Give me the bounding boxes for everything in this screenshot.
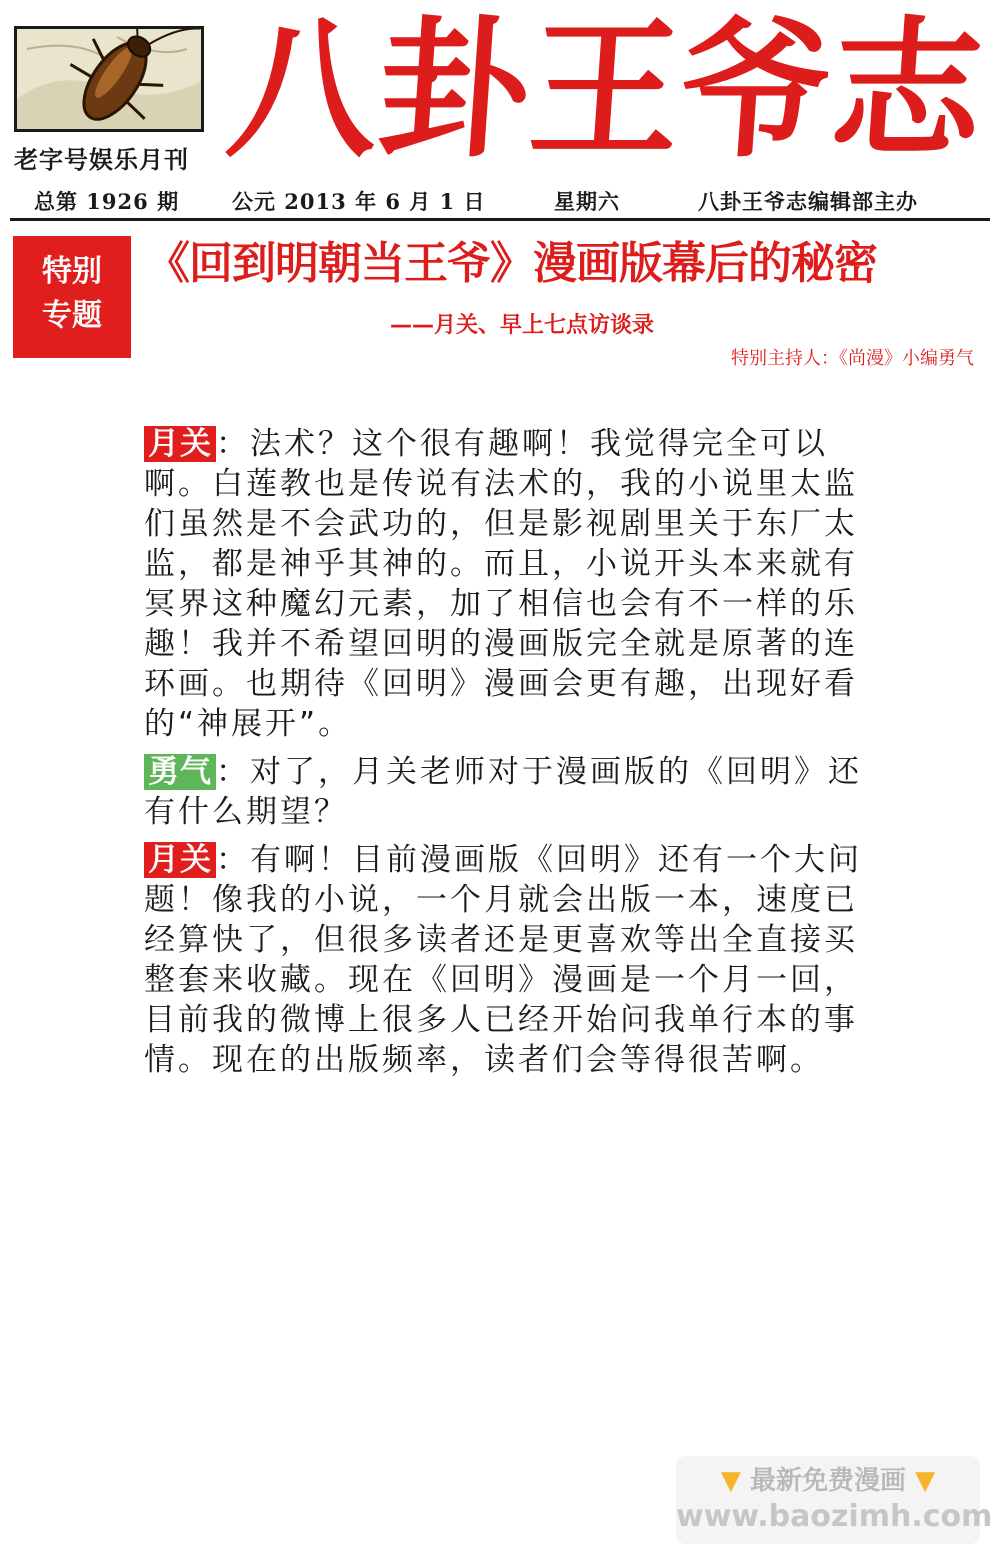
interview-text: ：有啊！目前漫画版《回明》还有一个大问题！像我的小说，一个月就会出版一本，速度已经算快了，但很多读者还是更喜欢等出全直接买整套来收藏。现在《回明》漫画是一个月一回，目前我的微博上很多人已经开始问我单行本的事情。现在的出版频率，读者们会等得很苦啊。: [144, 842, 862, 1078]
issue-date: 公元 2013 年 6 月 1 日: [232, 189, 486, 214]
interview-entry: [144, 840, 879, 1080]
interview-text: ：法术？这个很有趣啊！我觉得完全可以啊。白莲教也是传说有法术的，我的小说里太监们虽然是不会武功的，但是影视剧里关于东厂太监，都是神乎其神的。而且，小说开头本来就有冥界这种魔幻元素，加了相信也会有不一样的乐趣！我并不希望回明的漫画版完全就是原著的连环画。也期待《回明》漫画会更有趣，出现好看的“神展开”。: [144, 426, 858, 742]
watermark-line-1: [676, 1464, 980, 1498]
badge-line-1: 特别: [42, 254, 102, 289]
interview-entry: [144, 752, 879, 832]
cockroach-illustration-icon: [17, 29, 201, 129]
interview-entry: [144, 424, 879, 744]
publisher-credit: 八卦王爷志编辑部主办: [698, 189, 918, 214]
speaker-label: 勇气: [144, 754, 216, 790]
speaker-label: 月关: [144, 842, 216, 878]
badge-line-2: 专题: [42, 298, 102, 333]
masthead-title: 八卦王爷志: [221, 4, 990, 178]
issue-weekday: 星期六: [554, 189, 620, 214]
watermark-url[interactable]: www.baozimh.com: [676, 1499, 993, 1534]
pointing-down-hand-icon: ▼: [720, 1466, 741, 1496]
site-watermark[interactable]: [676, 1456, 993, 1544]
masthead-divider: [10, 218, 990, 221]
speaker-label: 月关: [144, 426, 216, 462]
interview-text: ：对了，月关老师对于漫画版的《回明》还有什么期望？: [144, 754, 862, 830]
feature-subheadline: ——月关、早上七点访谈录: [390, 313, 655, 338]
pointing-down-hand-icon: ▼: [915, 1466, 936, 1496]
special-feature-badge: [13, 236, 131, 358]
issue-number: 总第 1926 期: [34, 189, 180, 214]
masthead-logo: [14, 26, 204, 132]
issue-bar: [10, 186, 990, 216]
masthead-tagline: 老字号娱乐月刊: [14, 146, 189, 174]
feature-headline: 《回到明朝当王爷》漫画版幕后的秘密: [146, 238, 877, 289]
watermark-promo-text: 最新免费漫画: [749, 1466, 906, 1496]
feature-host-credit: 特别主持人：《尚漫》小编勇气: [731, 348, 974, 369]
interview-article: [144, 424, 879, 1088]
